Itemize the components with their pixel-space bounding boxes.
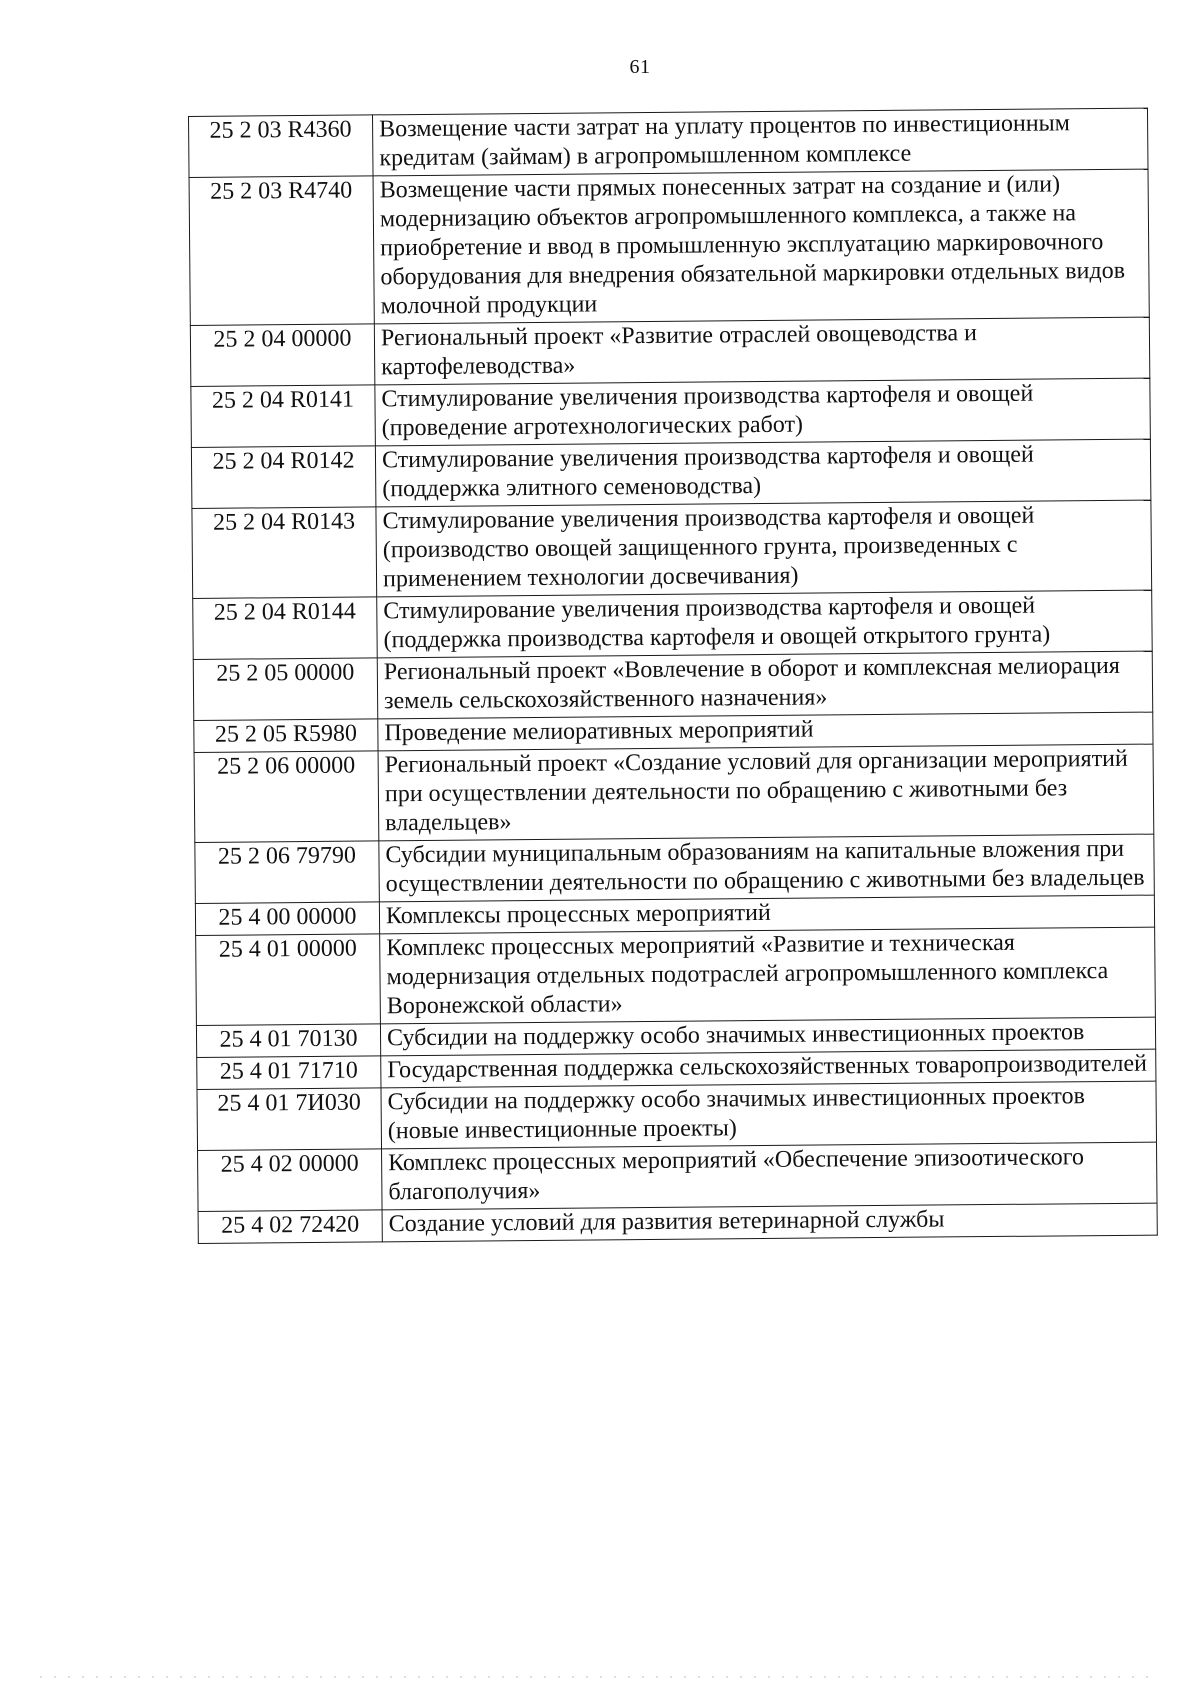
row-code: 25 2 04 00000 — [190, 324, 375, 387]
row-description: Государственная поддержка сельскохозяйственных товаропроизводителей — [381, 1049, 1156, 1088]
row-description: Стимулирование увеличения производства картофеля и овощей (поддержка производства картофеля и овощей открытого грунта) — [377, 590, 1153, 658]
table-row — [191, 439, 1150, 508]
row-description: Возмещение части затрат на уплату процентов по инвестиционным кредитам (займам) в агропромышленном комплексе — [372, 108, 1148, 176]
row-description: Проведение мелиоративных мероприятий — [378, 712, 1153, 751]
row-code: 25 2 05 R5980 — [194, 719, 378, 753]
table-row — [194, 744, 1154, 842]
row-code: 25 4 01 7И030 — [197, 1088, 382, 1151]
table-row — [198, 1142, 1157, 1211]
table-row — [190, 317, 1149, 386]
row-description: Возмещение части прямых понесенных затрат на создание и (или) модернизацию объектов агропромышленного комплекса, а также на приобретение и ввод в промышленную эксплуатацию маркировочного оборудования для внедрения обязательной маркировки отдельных видов молочной продукции — [373, 169, 1149, 324]
row-code: 25 4 00 00000 — [195, 902, 379, 936]
scan-artifact-dots — [40, 1676, 1160, 1678]
row-code: 25 2 05 00000 — [193, 658, 378, 721]
table-row — [193, 651, 1152, 720]
row-code: 25 2 04 R0144 — [193, 597, 378, 660]
row-code: 25 4 01 71710 — [197, 1056, 381, 1090]
row-description: Создание условий для развития ветеринарной службы — [382, 1203, 1157, 1242]
row-code: 25 4 02 72420 — [198, 1210, 382, 1244]
row-description: Комплекс процессных мероприятий «Обеспечение эпизоотического благополучия» — [382, 1142, 1158, 1210]
table-row — [196, 927, 1156, 1025]
row-code: 25 2 03 R4360 — [189, 115, 374, 178]
row-description: Комплексы процессных мероприятий — [379, 895, 1154, 934]
row-description: Региональный проект «Развитие отраслей овощеводства и картофелеводства» — [374, 317, 1150, 385]
table-row — [192, 500, 1152, 598]
row-description: Субсидии муниципальным образованиям на капитальные вложения при осуществлении деятельности по обращению с животными без владельцев — [379, 834, 1155, 902]
row-code: 25 4 01 70130 — [196, 1024, 380, 1058]
table-row — [191, 378, 1150, 447]
row-description: Стимулирование увеличения производства картофеля и овощей (поддержка элитного семеноводства) — [375, 439, 1151, 507]
row-code: 25 4 01 00000 — [196, 934, 381, 1026]
row-code: 25 4 02 00000 — [198, 1149, 383, 1212]
table-row — [189, 108, 1148, 177]
row-code: 25 2 04 R0142 — [191, 446, 376, 509]
row-description: Комплекс процессных мероприятий «Развитие и техническая модернизация отдельных подотраслей агропромышленного комплекса Воронежской области» — [380, 927, 1156, 1024]
table-body — [189, 108, 1158, 1243]
table-row — [195, 834, 1154, 903]
row-description: Региональный проект «Создание условий для организации мероприятий при осуществлении деятельности по обращению с животными без владельцев» — [378, 744, 1154, 841]
row-code: 25 2 03 R4740 — [189, 176, 374, 326]
row-description: Стимулирование увеличения производства картофеля и овощей (производство овощей защищенного грунта, произведенных с применением технологии досвечивания) — [376, 500, 1152, 597]
page-number: 61 — [629, 56, 651, 78]
table-row — [197, 1081, 1156, 1150]
row-description: Стимулирование увеличения производства картофеля и овощей (проведение агротехнологических работ) — [375, 378, 1151, 446]
row-description: Региональный проект «Вовлечение в оборот и комплексная мелиорация земель сельскохозяйственного назначения» — [377, 651, 1153, 719]
row-code: 25 2 06 79790 — [195, 841, 380, 904]
budget-code-table — [188, 108, 1158, 1244]
row-description: Субсидии на поддержку особо значимых инвестиционных проектов — [380, 1017, 1155, 1056]
table-row — [193, 590, 1152, 659]
row-code: 25 2 04 R0141 — [191, 385, 376, 448]
table-row — [189, 169, 1149, 325]
row-code: 25 2 06 00000 — [194, 751, 379, 843]
row-code: 25 2 04 R0143 — [192, 507, 377, 599]
row-description: Субсидии на поддержку особо значимых инвестиционных проектов (новые инвестиционные проекты) — [381, 1081, 1157, 1149]
